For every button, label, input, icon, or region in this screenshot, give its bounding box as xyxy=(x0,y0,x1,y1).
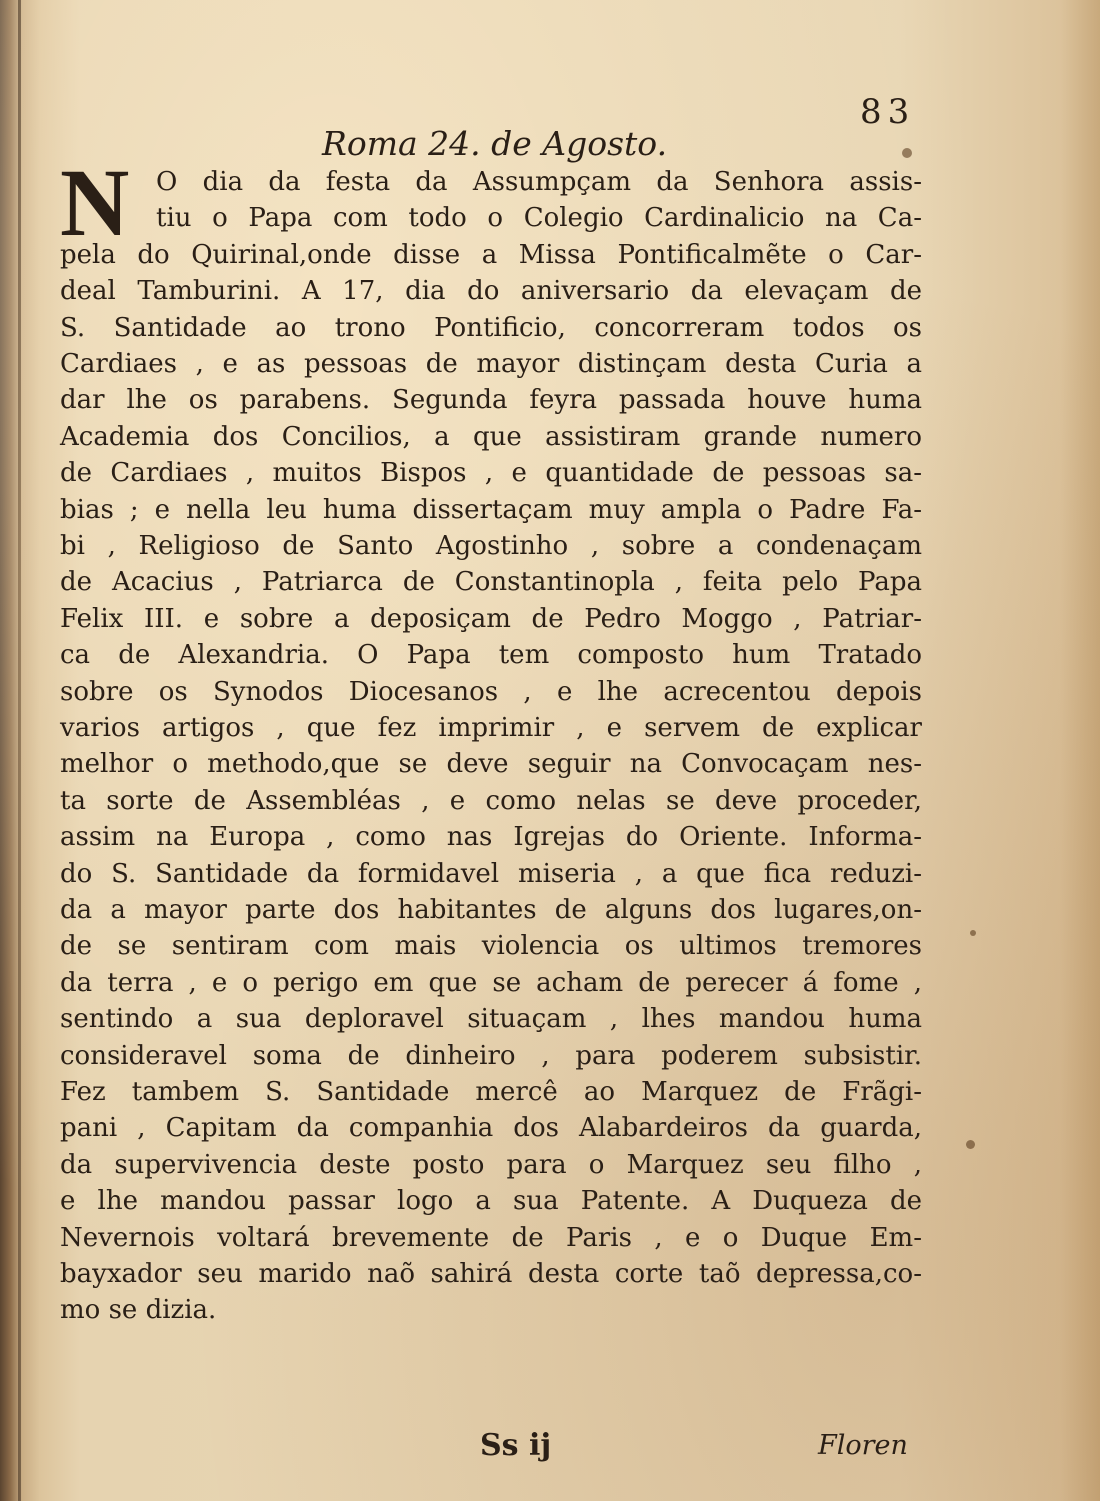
signature-mark: Ss ij xyxy=(480,1428,552,1463)
text-line: varios artigos , que fez imprimir , e servem de explicar xyxy=(60,713,922,743)
text-line: dar lhe os parabens. Segunda feyra passada houve huma xyxy=(60,385,922,416)
text-line: da supervivencia deste posto para o Marquez seu filho , xyxy=(60,1149,922,1180)
ink-spot xyxy=(966,1140,975,1149)
text-line: pela do Quirinal,onde disse a Missa Pontificalmẽte o Car- xyxy=(60,239,922,270)
text-line: Cardiaes , e as pessoas de mayor distinçam desta Curia a xyxy=(60,349,922,379)
text-line: mo se dizia. xyxy=(60,1295,217,1326)
text-line: da terra , e o perigo em que se acham de perecer á fome , xyxy=(60,967,922,998)
text-line: Fez tambem S. Santidade mercê ao Marquez de Frãgi- xyxy=(60,1077,922,1107)
text-line: bayxador seu marido naõ sahirá desta corte taõ depressa,co- xyxy=(60,1259,922,1289)
text-line: pani , Capitam da companhia dos Alabardeiros da guarda, xyxy=(60,1113,922,1144)
text-line: O dia da festa da Assumpçam da Senhora assis- xyxy=(156,167,922,197)
text-line: bi , Religioso de Santo Agostinho , sobre a condenaçam xyxy=(60,531,922,561)
text-line: Nevernois voltará brevemente de Paris , e o Duque Em- xyxy=(60,1222,922,1253)
text-line: Academia dos Concilios, a que assistiram grande numero xyxy=(60,421,922,452)
text-line: deal Tamburini. A 17, dia do aniversario da elevaçam de xyxy=(60,276,922,307)
catchword: Floren xyxy=(818,1430,908,1461)
text-line: Felix III. e sobre a deposiçam de Pedro Moggo , Patriar- xyxy=(60,603,922,634)
text-line: bias ; e nella leu huma dissertaçam muy ampla o Padre Fa- xyxy=(60,494,922,525)
text-line: S. Santidade ao trono Pontificio, concorreram todos os xyxy=(60,312,922,343)
text-line: consideravel soma de dinheiro , para poderem subsistir. xyxy=(60,1040,922,1071)
text-line: do S. Santidade da formidavel miseria , a que fica reduzi- xyxy=(60,858,922,889)
text-line: de Acacius , Patriarca de Constantinopla , feita pelo Papa xyxy=(60,567,922,598)
text-line: sobre os Synodos Diocesanos , e lhe acrecentou depois xyxy=(60,676,922,707)
dateline: Roma 24. de Agosto. xyxy=(322,124,668,163)
drop-cap: N xyxy=(60,149,130,256)
text-line: da a mayor parte dos habitantes de alguns dos lugares,on- xyxy=(60,895,922,925)
text-line: de Cardiaes , muitos Bispos , e quantidade de pessoas sa- xyxy=(60,458,922,489)
text-line: ca de Alexandria. O Papa tem composto hum Tratado xyxy=(60,640,922,671)
text-line: e lhe mandou passar logo a sua Patente. A Duqueza de xyxy=(60,1186,922,1217)
text-line: sentindo a sua deploravel situaçam , lhes mandou huma xyxy=(60,1004,922,1035)
text-line: melhor o methodo,que se deve seguir na Convocaçam nes- xyxy=(60,749,922,780)
text-line: assim na Europa , como nas Igrejas do Oriente. Informa- xyxy=(60,822,922,853)
binding-gutter xyxy=(18,0,21,1501)
text-line: tiu o Papa com todo o Colegio Cardinalicio na Ca- xyxy=(156,203,922,234)
text-line: ta sorte de Assembléas , e como nelas se deve proceder, xyxy=(60,785,922,816)
text-line: de se sentiram com mais violencia os ultimos tremores xyxy=(60,931,922,962)
ink-spot xyxy=(902,148,912,158)
ink-spot xyxy=(970,930,976,936)
page-number: 83 xyxy=(860,92,916,132)
